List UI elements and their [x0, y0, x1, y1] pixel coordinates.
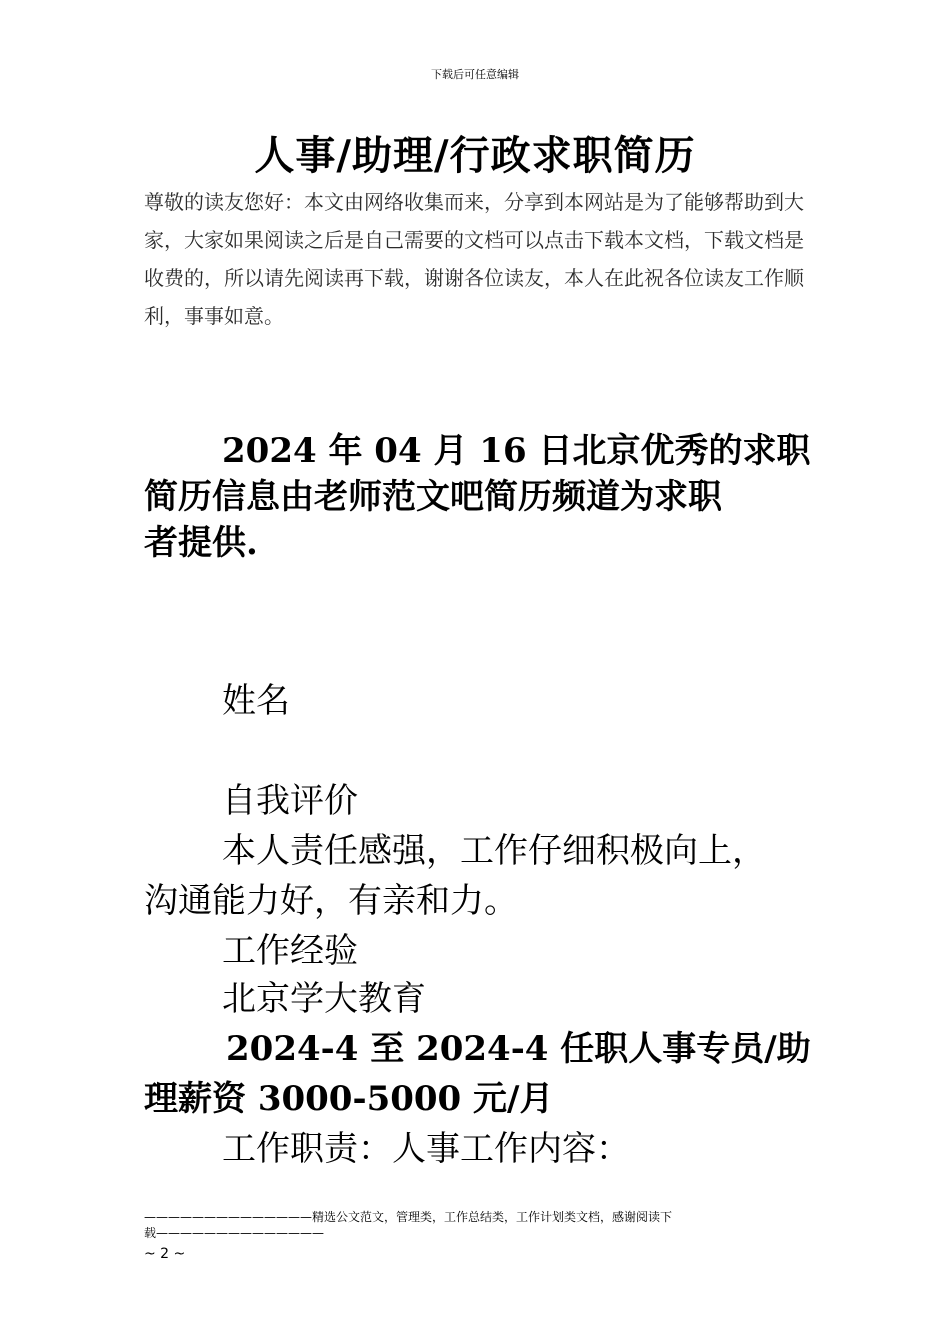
job-period-title: 2024-4 至 2024-4 任职人事专员/助 — [226, 1029, 811, 1069]
company-name: 北京学大教育 — [222, 979, 426, 1019]
document-title: 人事/助理/行政求职简历 — [254, 132, 696, 179]
footer-line: ——————————————精选公文范文，管理类，工作总结类，工作计划类文档，感谢阅读下 — [144, 1210, 673, 1224]
intro-line: 者提供. — [144, 523, 258, 563]
footer-note — [144, 1209, 784, 1241]
notice-line: 收费的，所以请先阅读再下载，谢谢各位读友，本人在此祝各位读友工作顺 — [144, 266, 804, 290]
intro-line: 2024 年 04 月 16 日北京优秀的求职 — [222, 431, 811, 471]
page-number: ~ 2 ~ — [144, 1246, 186, 1262]
notice-line: 家，大家如果阅读之后是自己需要的文档可以点击下载本文档，下载文档是 — [144, 228, 804, 252]
duties-heading: 工作职责：人事工作内容： — [222, 1129, 630, 1169]
header-note: 下载后可任意编辑 — [431, 68, 519, 81]
job-salary: 理薪资 3000-5000 元/月 — [144, 1079, 554, 1119]
self-evaluation-text: 本人责任感强，工作仔细积极向上， — [222, 831, 766, 871]
intro-paragraph — [144, 428, 824, 566]
intro-line: 简历信息由老师范文吧简历频道为求职 — [144, 477, 722, 517]
footer-line: 载—————————————— — [144, 1226, 325, 1240]
work-experience-heading: 工作经验 — [222, 931, 358, 971]
name-label: 姓名 — [222, 681, 290, 721]
self-evaluation-heading: 自我评价 — [222, 781, 358, 821]
notice-line: 利，事事如意。 — [144, 304, 284, 328]
download-notice — [144, 183, 814, 335]
self-evaluation-text-continued: 沟通能力好，有亲和力。 — [144, 881, 518, 921]
notice-line: 尊敬的读友您好：本文由网络收集而来，分享到本网站是为了能够帮助到大 — [144, 190, 804, 214]
